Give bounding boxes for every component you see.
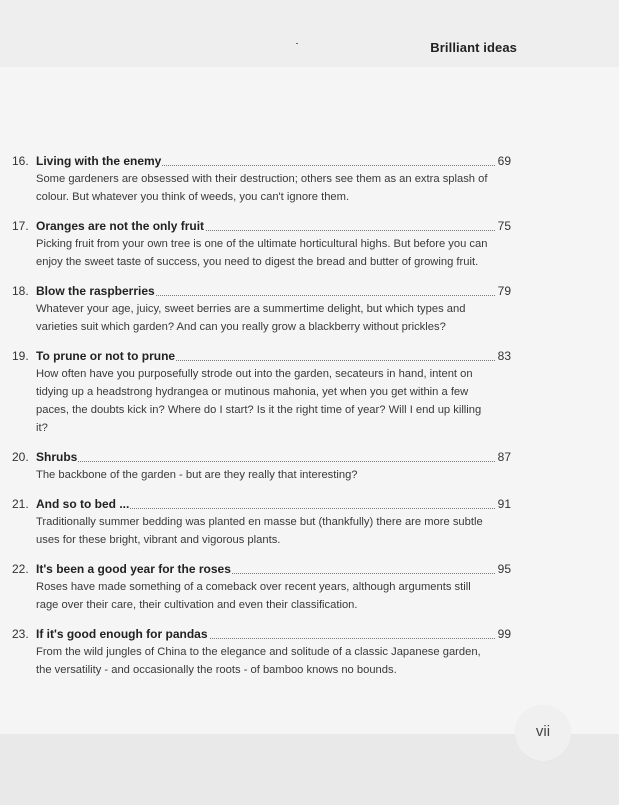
toc-entry-heading — [0, 152, 619, 170]
print-speck — [296, 43, 298, 44]
table-of-contents — [0, 152, 619, 690]
entry-number: 21. — [12, 497, 29, 511]
toc-entry-16 — [0, 152, 619, 206]
entry-number: 17. — [12, 219, 29, 233]
toc-entry-23 — [0, 625, 619, 679]
entry-page: 87 — [495, 448, 511, 466]
entry-description: Picking fruit from your own tree is one of the ultimate horticultural highs. But before you can enjoy the sweet taste of success, you need to digest the bread and butter of growing fruit. — [36, 238, 488, 268]
entry-page: 95 — [495, 560, 511, 578]
entry-page: 83 — [495, 347, 511, 365]
entry-description: How often have you purposefully strode out into the garden, secateurs in hand, intent on tidying up a headstrong hydrangea or mutinous mahonia, yet when you get within a few paces, the doubts kick in? Where do I start? Is it the right time of year? Will I end up killing it? — [36, 368, 482, 434]
toc-entry-21 — [0, 495, 619, 549]
entry-page: 79 — [495, 282, 511, 300]
toc-entry-17 — [0, 217, 619, 271]
entry-title: And so to bed ... — [36, 497, 130, 511]
entry-number: 20. — [12, 450, 29, 464]
entry-title: Living with the enemy — [36, 154, 162, 168]
entry-title: Oranges are not the only fruit — [36, 219, 205, 233]
running-header-title: Brilliant ideas — [430, 40, 517, 55]
entry-description: Whatever your age, juicy, sweet berries are a summertime delight, but which types and varieties suit which garden? And can you really grow a blackberry without prickles? — [36, 303, 466, 333]
page-number-badge — [515, 705, 571, 761]
entry-title: It's been a good year for the roses — [36, 562, 231, 576]
dot-leader — [36, 461, 495, 462]
toc-entry-22 — [0, 560, 619, 614]
toc-entry-heading — [0, 282, 619, 300]
toc-entry-heading — [0, 217, 619, 235]
toc-entry-20 — [0, 448, 619, 484]
entry-description: Roses have made something of a comeback over recent years, although arguments still rage over their care, their cultivation and even their classification. — [36, 581, 471, 611]
entry-page: 99 — [495, 625, 511, 643]
entry-description: Some gardeners are obsessed with their destruction; others see them as an extra splash of colour. But whatever you think of weeds, you can't ignore them. — [36, 173, 488, 203]
entry-title: If it's good enough for pandas — [36, 627, 208, 641]
toc-entry-heading — [0, 560, 619, 578]
entry-description: The backbone of the garden - but are they really that interesting? — [36, 469, 358, 481]
entry-number: 16. — [12, 154, 29, 168]
entry-description: Traditionally summer bedding was planted en masse but (thankfully) there are more subtle uses for these bright, vibrant and vigorous plants. — [36, 516, 483, 546]
toc-entry-heading — [0, 347, 619, 365]
entry-page: 75 — [495, 217, 511, 235]
toc-entry-18 — [0, 282, 619, 336]
toc-entry-heading — [0, 625, 619, 643]
toc-entry-heading — [0, 495, 619, 513]
entry-number: 19. — [12, 349, 29, 363]
toc-entry-19 — [0, 347, 619, 437]
entry-page: 69 — [495, 152, 511, 170]
entry-number: 22. — [12, 562, 29, 576]
entry-number: 23. — [12, 627, 29, 641]
entry-page: 91 — [495, 495, 511, 513]
entry-title: Blow the raspberries — [36, 284, 155, 298]
entry-description: From the wild jungles of China to the elegance and solitude of a classic Japanese garden, the versatility - and occasionally the roots - of bamboo knows no bounds. — [36, 646, 481, 676]
toc-entry-heading — [0, 448, 619, 466]
entry-number: 18. — [12, 284, 29, 298]
entry-title: Shrubs — [36, 450, 78, 464]
page-number: vii — [535, 723, 551, 740]
entry-title: To prune or not to prune — [36, 349, 176, 363]
header-band — [0, 0, 619, 67]
